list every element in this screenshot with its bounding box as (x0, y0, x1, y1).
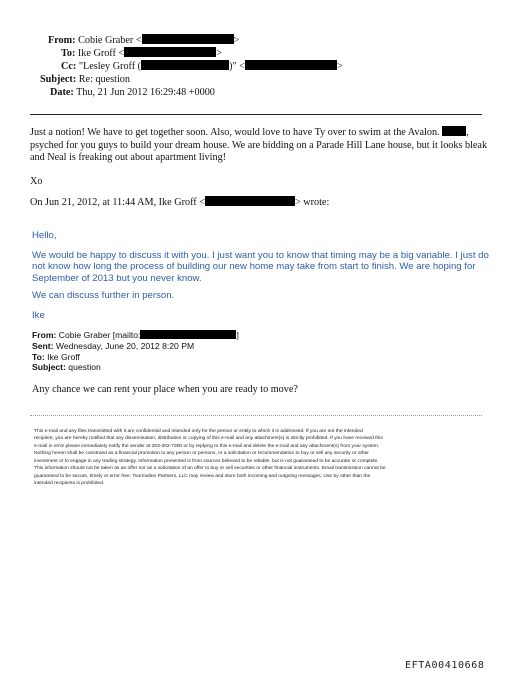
original-from-value: Cobie Graber [mailto: (58, 330, 141, 340)
redaction-bar (205, 196, 295, 206)
attribution-text: On Jun 21, 2012, at 11:44 AM, Ike Groff < (30, 197, 205, 208)
reply-attribution (30, 196, 329, 210)
original-from-label: From: (32, 330, 57, 340)
disclaimer-line: recipient, you are hereby notified that any dissemination, distribution or copying of this e-mail and any attachment(s) is strictly prohibited. If you have received this (34, 436, 383, 442)
original-sent-row (32, 341, 239, 352)
quoted-line3: September of 2013 but you never know. (32, 272, 202, 284)
attribution-wrote: > wrote: (294, 197, 330, 208)
reply-line3: and Neal is freaking out about apartment living! (30, 152, 227, 164)
quoted-paragraph (32, 250, 492, 284)
quoted-line2: not know how long the process of building our new home may take from start to finish. We are hoping for (32, 261, 476, 273)
original-header (32, 330, 239, 373)
disclaimer-line: e-mail in error please immediately notify the sender at 203-302-7300 or by replying to this e-mail and delete the e-mail and any attachment(s) from your system. (34, 443, 380, 449)
original-sent-label: Sent: (32, 340, 54, 351)
redaction-bar (142, 34, 234, 44)
reply-body (30, 126, 488, 165)
original-subject-label: Subject: (32, 362, 66, 373)
subject-label: Subject: (40, 74, 77, 85)
reply-line1-comma: , (466, 127, 469, 138)
reply-line (30, 126, 488, 140)
original-from-row (32, 330, 239, 341)
disclaimer-line: intended recipients is prohibited. (34, 481, 105, 487)
date-value: Thu, 21 Jun 2012 16:29:48 +0000 (76, 87, 215, 98)
disclaimer-line: Nothing herein shall be construed as a financial promotion to any person or persons, or a solicitation or recommendation to buy or sell any security or other (34, 451, 369, 457)
cc-mid: )" < (229, 61, 245, 72)
reply-line2: psyched for you guys to build your dream house. We are bidding on a Parade Hill Lane house, but it looks bleak (30, 139, 488, 151)
reply-signoff: Xo (30, 176, 43, 187)
original-body: Any chance we can rent your place when you are ready to move? (32, 384, 298, 395)
header-divider (30, 114, 482, 115)
header-cc-row (61, 60, 343, 73)
original-to-value: Ike Groff (47, 351, 80, 362)
redaction-bar (245, 60, 337, 70)
header-date-row (50, 86, 215, 99)
document-id: EFTA00410668 (405, 660, 485, 671)
header-to-row (61, 47, 222, 60)
disclaimer-divider (30, 415, 482, 416)
to-name: Ike Groff < (77, 48, 125, 59)
redaction-bar (140, 330, 239, 340)
disclaimer-line: guaranteed to be secure, timely or error free. Tourmaline Partners, LLC may review and store both incoming and outgoing messages. Use by other than the (34, 473, 371, 479)
original-subject-value: question (68, 362, 101, 373)
original-to-label: To: (32, 351, 45, 362)
subject-value: Re: question (78, 74, 130, 85)
cc-name: "Lesley Groff ( (78, 61, 142, 72)
original-subject-row (32, 362, 239, 373)
to-close: > (216, 48, 222, 59)
redaction-bar (442, 126, 466, 136)
from-label: From: (48, 35, 76, 46)
disclaimer-line: This e-mail and any files transmitted with it are confidential and intended only for the person or entity to which it is addressed. If you are not the intended (34, 429, 363, 434)
header-from-row (48, 34, 239, 47)
reply-line1: Just a notion! We have to get together soon. Also, would love to have Ty over to swim at the Avalon. (30, 127, 440, 138)
original-sent-value: Wednesday, June 20, 2012 8:20 PM (55, 340, 195, 351)
to-label: To: (61, 48, 76, 59)
original-to-row (32, 352, 239, 363)
date-label: Date: (50, 87, 74, 98)
redaction-bar (124, 47, 216, 57)
disclaimer-line: This information should not be taken as an offer nor as a solicitation of an offer to buy or sell securities or other financial instruments. Email transmission cannot be (34, 466, 386, 472)
cc-close: > (336, 61, 343, 72)
disclaimer-block (34, 428, 484, 488)
header-subject-row (40, 73, 130, 86)
cc-label: Cc: (61, 61, 77, 72)
disclaimer-line: investment or to engage in any trading strategy. Information presented is from sources believed to be reliable, but is not guaranteed to be accurate or complete. (34, 458, 379, 464)
quoted-paragraph2: We can discuss further in person. (32, 290, 175, 301)
quoted-greeting: Hello, (32, 230, 57, 241)
quoted-signature: Ike (32, 310, 45, 321)
quoted-line1: We would be happy to discuss it with you. I just want you to know that timing may be a big variable. I just do (32, 250, 489, 261)
from-close: > (233, 35, 240, 46)
from-name: Cobie Graber < (78, 35, 142, 46)
original-from-close: ] (236, 330, 239, 340)
redaction-bar (141, 60, 229, 70)
